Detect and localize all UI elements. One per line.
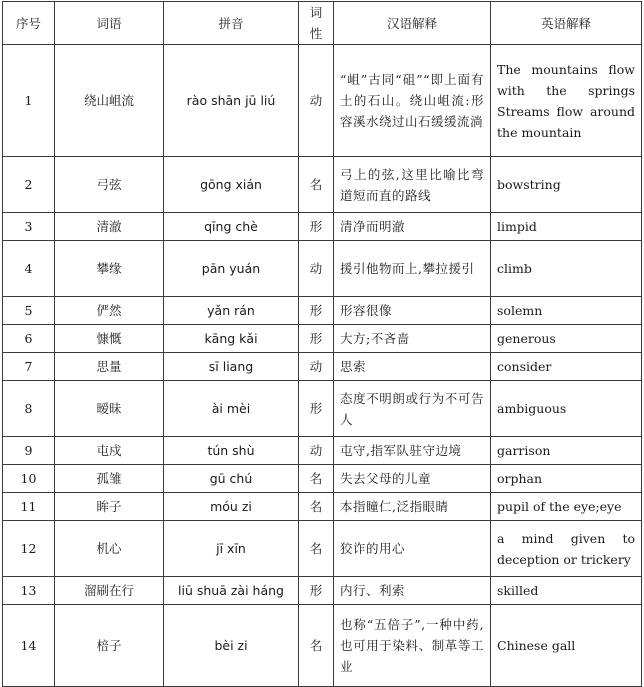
cell-zh: 内行、利索 — [334, 577, 491, 605]
table-row — [3, 213, 642, 241]
cell-zh: 屯守,指军队驻守边境 — [334, 437, 491, 465]
cell-en: ambiguous — [491, 381, 642, 437]
cell-pos: 名 — [299, 493, 334, 521]
cell-zh: 思索 — [334, 353, 491, 381]
cell-pos: 名 — [299, 605, 334, 687]
cell-en: Chinese gall — [491, 605, 642, 687]
cell-word: 眸子 — [55, 493, 164, 521]
cell-zh: 清净而明澈 — [334, 213, 491, 241]
cell-pos: 名 — [299, 521, 334, 577]
cell-num: 1 — [3, 45, 55, 157]
header-en: 英语解释 — [491, 2, 642, 45]
cell-zh: “岨”古同“砠”“即上面有土的石山。绕山岨流:形容溪水绕过山石缓缓流淌 — [334, 45, 491, 157]
header-word: 词语 — [55, 2, 164, 45]
cell-zh: 狡诈的用心 — [334, 521, 491, 577]
cell-en: generous — [491, 325, 642, 353]
table-row — [3, 381, 642, 437]
cell-word: 孤雏 — [55, 465, 164, 493]
cell-word: 清澈 — [55, 213, 164, 241]
cell-pinyin: kāng kǎi — [164, 325, 299, 353]
table-row — [3, 465, 642, 493]
cell-num: 2 — [3, 157, 55, 213]
cell-pos: 形 — [299, 325, 334, 353]
cell-pinyin: qīng chè — [164, 213, 299, 241]
cell-pos: 形 — [299, 213, 334, 241]
cell-zh: 援引他物而上,攀拉援引 — [334, 241, 491, 297]
cell-en: consider — [491, 353, 642, 381]
table-row — [3, 325, 642, 353]
cell-en: pupil of the eye;eye — [491, 493, 642, 521]
cell-pinyin: gū chú — [164, 465, 299, 493]
cell-pos: 名 — [299, 465, 334, 493]
cell-en: garrison — [491, 437, 642, 465]
table-row — [3, 241, 642, 297]
header-num: 序号 — [3, 2, 55, 45]
cell-zh: 也称“五倍子”,一种中药,也可用于染料、制革等工业 — [334, 605, 491, 687]
cell-en: climb — [491, 241, 642, 297]
cell-num: 11 — [3, 493, 55, 521]
cell-zh: 大方;不吝啬 — [334, 325, 491, 353]
table-body — [3, 45, 642, 687]
cell-pos: 动 — [299, 241, 334, 297]
cell-word: 溜刷在行 — [55, 577, 164, 605]
cell-word: 绕山岨流 — [55, 45, 164, 157]
cell-word: 慷慨 — [55, 325, 164, 353]
cell-zh: 弓上的弦,这里比喻比弯道短而直的路线 — [334, 157, 491, 213]
cell-en: solemn — [491, 297, 642, 325]
cell-num: 13 — [3, 577, 55, 605]
table-header — [3, 2, 642, 45]
cell-word: 攀缘 — [55, 241, 164, 297]
cell-pos: 动 — [299, 45, 334, 157]
cell-pinyin: gōng xián — [164, 157, 299, 213]
cell-num: 10 — [3, 465, 55, 493]
cell-en: bowstring — [491, 157, 642, 213]
table-row — [3, 297, 642, 325]
cell-num: 3 — [3, 213, 55, 241]
table-row — [3, 437, 642, 465]
cell-pos: 形 — [299, 381, 334, 437]
cell-num: 14 — [3, 605, 55, 687]
cell-pos: 名 — [299, 157, 334, 213]
cell-word: 机心 — [55, 521, 164, 577]
cell-pos: 形 — [299, 297, 334, 325]
table-row — [3, 577, 642, 605]
cell-zh: 形容很像 — [334, 297, 491, 325]
cell-num: 7 — [3, 353, 55, 381]
cell-num: 6 — [3, 325, 55, 353]
table-row — [3, 45, 642, 157]
cell-en: a mind given to deception or trickery — [491, 521, 642, 577]
table-row — [3, 353, 642, 381]
cell-pinyin: sī liang — [164, 353, 299, 381]
cell-num: 4 — [3, 241, 55, 297]
header-pinyin: 拼音 — [164, 2, 299, 45]
cell-pinyin: tún shù — [164, 437, 299, 465]
vocabulary-table — [2, 1, 642, 687]
cell-word: 屯戍 — [55, 437, 164, 465]
cell-word: 俨然 — [55, 297, 164, 325]
cell-zh: 态度不明朗或行为不可告人 — [334, 381, 491, 437]
cell-zh: 本指瞳仁,泛指眼睛 — [334, 493, 491, 521]
cell-word: 棓子 — [55, 605, 164, 687]
cell-pinyin: ài mèi — [164, 381, 299, 437]
cell-num: 9 — [3, 437, 55, 465]
cell-pinyin: jī xīn — [164, 521, 299, 577]
table-row — [3, 157, 642, 213]
header-zh: 汉语解释 — [334, 2, 491, 45]
table-row — [3, 493, 642, 521]
cell-pinyin: bèi zi — [164, 605, 299, 687]
cell-pinyin: móu zi — [164, 493, 299, 521]
cell-num: 12 — [3, 521, 55, 577]
cell-pinyin: rào shān jū liú — [164, 45, 299, 157]
header-row — [3, 2, 642, 45]
cell-en: limpid — [491, 213, 642, 241]
cell-pos: 动 — [299, 437, 334, 465]
cell-num: 5 — [3, 297, 55, 325]
table-row — [3, 521, 642, 577]
cell-word: 暧昧 — [55, 381, 164, 437]
header-pos: 词性 — [299, 2, 334, 45]
cell-en: skilled — [491, 577, 642, 605]
cell-word: 弓弦 — [55, 157, 164, 213]
cell-pinyin: pān yuán — [164, 241, 299, 297]
cell-word: 思量 — [55, 353, 164, 381]
cell-pinyin: liū shuā zài háng — [164, 577, 299, 605]
cell-en: The mountains flow with the springs Streams flow around the mountain — [491, 45, 642, 157]
cell-en: orphan — [491, 465, 642, 493]
cell-pinyin: yǎn rán — [164, 297, 299, 325]
cell-pos: 动 — [299, 353, 334, 381]
cell-num: 8 — [3, 381, 55, 437]
table-row — [3, 605, 642, 687]
cell-pos: 形 — [299, 577, 334, 605]
cell-zh: 失去父母的儿童 — [334, 465, 491, 493]
